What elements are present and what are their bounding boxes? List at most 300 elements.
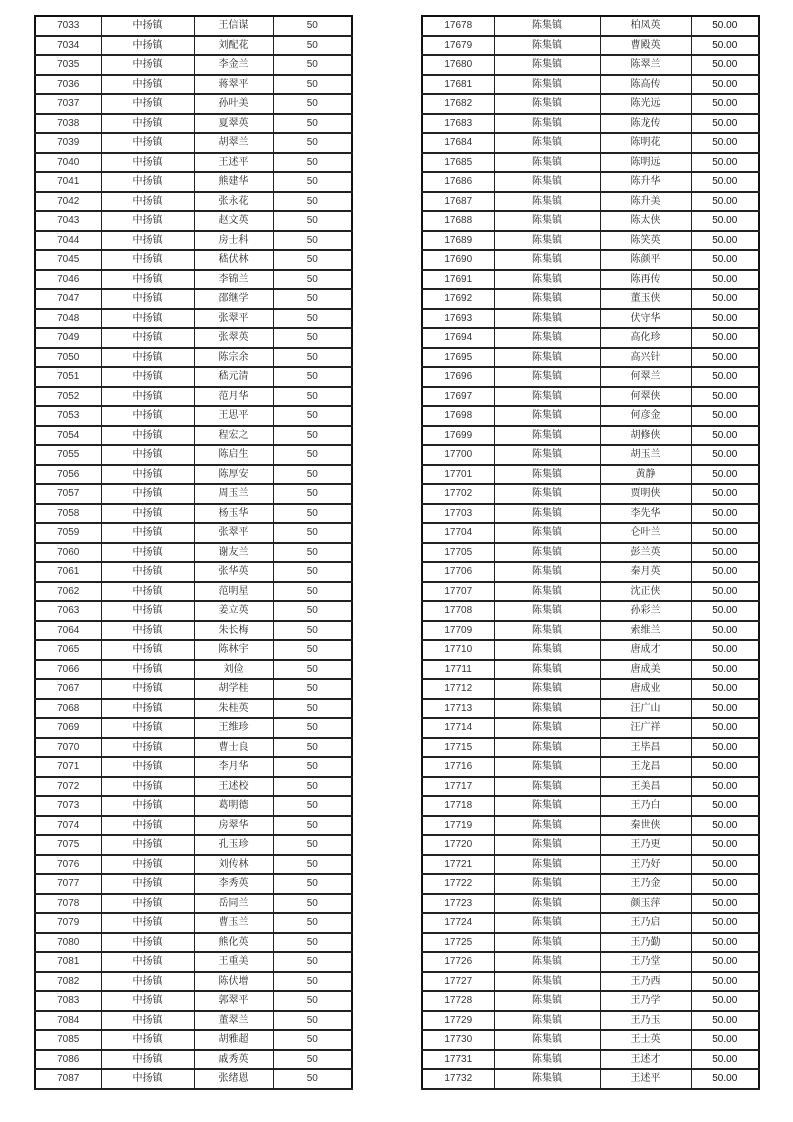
town-cell: 陈集镇: [494, 504, 600, 524]
town-cell: 中扬镇: [101, 172, 194, 192]
name-cell: 黄静: [600, 465, 691, 485]
table-row: [422, 94, 759, 114]
table-row: [35, 1011, 352, 1031]
serial-number-cell: 17699: [422, 426, 494, 446]
serial-number-cell: 17679: [422, 36, 494, 56]
amount-cell: 50: [273, 406, 352, 426]
name-cell: 熊化英: [194, 933, 273, 953]
table-row: [422, 153, 759, 173]
name-cell: 张翠英: [194, 328, 273, 348]
name-cell: 葛明德: [194, 796, 273, 816]
table-row: [422, 1011, 759, 1031]
town-cell: 陈集镇: [494, 777, 600, 797]
table-row: [35, 991, 352, 1011]
name-cell: 朱桂英: [194, 699, 273, 719]
table-row: [422, 36, 759, 56]
name-cell: 秦世侠: [600, 816, 691, 836]
town-cell: 中扬镇: [101, 972, 194, 992]
amount-cell: 50.00: [691, 465, 759, 485]
table-row: [422, 543, 759, 563]
table-row: [35, 153, 352, 173]
serial-number-cell: 17730: [422, 1030, 494, 1050]
name-cell: 王述平: [194, 153, 273, 173]
table-row: [35, 543, 352, 563]
serial-number-cell: 17680: [422, 55, 494, 75]
serial-number-cell: 7077: [35, 874, 101, 894]
name-cell: 房士科: [194, 231, 273, 251]
name-cell: 陈升华: [600, 172, 691, 192]
amount-cell: 50: [273, 387, 352, 407]
town-cell: 陈集镇: [494, 153, 600, 173]
name-cell: 陈再传: [600, 270, 691, 290]
amount-cell: 50: [273, 972, 352, 992]
amount-cell: 50.00: [691, 699, 759, 719]
serial-number-cell: 17707: [422, 582, 494, 602]
town-cell: 陈集镇: [494, 543, 600, 563]
serial-number-cell: 7060: [35, 543, 101, 563]
serial-number-cell: 17687: [422, 192, 494, 212]
town-cell: 中扬镇: [101, 1011, 194, 1031]
serial-number-cell: 7059: [35, 523, 101, 543]
serial-number-cell: 7037: [35, 94, 101, 114]
table-row: [422, 640, 759, 660]
amount-cell: 50: [273, 855, 352, 875]
town-cell: 陈集镇: [494, 1050, 600, 1070]
serial-number-cell: 17685: [422, 153, 494, 173]
name-cell: 陈颜平: [600, 250, 691, 270]
table-row: [35, 94, 352, 114]
serial-number-cell: 17711: [422, 660, 494, 680]
table-row: [35, 36, 352, 56]
town-cell: 陈集镇: [494, 484, 600, 504]
table-row: [422, 465, 759, 485]
table-row: [422, 582, 759, 602]
serial-number-cell: 7085: [35, 1030, 101, 1050]
amount-cell: 50.00: [691, 348, 759, 368]
town-cell: 陈集镇: [494, 270, 600, 290]
amount-cell: 50: [273, 328, 352, 348]
amount-cell: 50: [273, 913, 352, 933]
amount-cell: 50.00: [691, 133, 759, 153]
table-row: [35, 640, 352, 660]
name-cell: 戚秀英: [194, 1050, 273, 1070]
serial-number-cell: 17717: [422, 777, 494, 797]
town-cell: 陈集镇: [494, 465, 600, 485]
table-row: [35, 523, 352, 543]
table-row: [35, 465, 352, 485]
name-cell: 蒋翠平: [194, 75, 273, 95]
serial-number-cell: 17713: [422, 699, 494, 719]
serial-number-cell: 17719: [422, 816, 494, 836]
amount-cell: 50.00: [691, 640, 759, 660]
name-cell: 陈笑英: [600, 231, 691, 251]
amount-cell: 50.00: [691, 192, 759, 212]
name-cell: 朱长梅: [194, 621, 273, 641]
town-cell: 中扬镇: [101, 426, 194, 446]
town-cell: 中扬镇: [101, 55, 194, 75]
town-cell: 中扬镇: [101, 601, 194, 621]
serial-number-cell: 17701: [422, 465, 494, 485]
serial-number-cell: 7083: [35, 991, 101, 1011]
serial-number-cell: 7049: [35, 328, 101, 348]
name-cell: 王乃勤: [600, 933, 691, 953]
name-cell: 陈伏增: [194, 972, 273, 992]
table-row: [35, 270, 352, 290]
serial-number-cell: 7082: [35, 972, 101, 992]
amount-cell: 50.00: [691, 250, 759, 270]
table-row: [35, 777, 352, 797]
name-cell: 刘俭: [194, 660, 273, 680]
town-cell: 中扬镇: [101, 153, 194, 173]
serial-number-cell: 17732: [422, 1069, 494, 1089]
town-cell: 中扬镇: [101, 406, 194, 426]
name-cell: 陈翠兰: [600, 55, 691, 75]
serial-number-cell: 17700: [422, 445, 494, 465]
town-cell: 中扬镇: [101, 16, 194, 36]
serial-number-cell: 7036: [35, 75, 101, 95]
serial-number-cell: 17695: [422, 348, 494, 368]
town-cell: 中扬镇: [101, 367, 194, 387]
name-cell: 汪广祥: [600, 718, 691, 738]
table-row: [422, 445, 759, 465]
amount-cell: 50.00: [691, 679, 759, 699]
town-cell: 中扬镇: [101, 484, 194, 504]
serial-number-cell: 7040: [35, 153, 101, 173]
town-cell: 陈集镇: [494, 172, 600, 192]
amount-cell: 50: [273, 1050, 352, 1070]
name-cell: 胡学桂: [194, 679, 273, 699]
serial-number-cell: 17682: [422, 94, 494, 114]
amount-cell: 50.00: [691, 1069, 759, 1089]
amount-cell: 50: [273, 504, 352, 524]
town-cell: 陈集镇: [494, 562, 600, 582]
amount-cell: 50.00: [691, 328, 759, 348]
amount-cell: 50: [273, 835, 352, 855]
town-cell: 中扬镇: [101, 211, 194, 231]
name-cell: 唐成业: [600, 679, 691, 699]
town-cell: 中扬镇: [101, 504, 194, 524]
town-cell: 陈集镇: [494, 796, 600, 816]
town-cell: 中扬镇: [101, 387, 194, 407]
table-row: [35, 250, 352, 270]
table-row: [422, 991, 759, 1011]
serial-number-cell: 17724: [422, 913, 494, 933]
town-cell: 陈集镇: [494, 211, 600, 231]
town-cell: 中扬镇: [101, 855, 194, 875]
town-cell: 中扬镇: [101, 913, 194, 933]
name-cell: 陈太侠: [600, 211, 691, 231]
town-cell: 中扬镇: [101, 328, 194, 348]
serial-number-cell: 7078: [35, 894, 101, 914]
town-cell: 中扬镇: [101, 231, 194, 251]
serial-number-cell: 17722: [422, 874, 494, 894]
amount-cell: 50: [273, 153, 352, 173]
serial-number-cell: 17704: [422, 523, 494, 543]
name-cell: 柏凤英: [600, 16, 691, 36]
serial-number-cell: 17726: [422, 952, 494, 972]
table-row: [35, 972, 352, 992]
amount-cell: 50.00: [691, 36, 759, 56]
table-row: [422, 289, 759, 309]
table-row: [422, 75, 759, 95]
amount-cell: 50.00: [691, 387, 759, 407]
serial-number-cell: 7052: [35, 387, 101, 407]
amount-cell: 50.00: [691, 270, 759, 290]
name-cell: 曹玉兰: [194, 913, 273, 933]
name-cell: 王乃玉: [600, 1011, 691, 1031]
amount-cell: 50.00: [691, 153, 759, 173]
table-row: [422, 933, 759, 953]
name-cell: 陈明远: [600, 153, 691, 173]
town-cell: 中扬镇: [101, 699, 194, 719]
table-row: [422, 192, 759, 212]
name-cell: 李锦兰: [194, 270, 273, 290]
amount-cell: 50.00: [691, 426, 759, 446]
table-row: [35, 582, 352, 602]
serial-number-cell: 7072: [35, 777, 101, 797]
table-row: [422, 309, 759, 329]
name-cell: 何翠侠: [600, 387, 691, 407]
serial-number-cell: 7066: [35, 660, 101, 680]
amount-cell: 50.00: [691, 972, 759, 992]
name-cell: 王乃堂: [600, 952, 691, 972]
amount-cell: 50: [273, 816, 352, 836]
serial-number-cell: 17728: [422, 991, 494, 1011]
name-cell: 唐成才: [600, 640, 691, 660]
serial-number-cell: 7057: [35, 484, 101, 504]
name-cell: 刘配花: [194, 36, 273, 56]
table-row: [422, 231, 759, 251]
town-cell: 中扬镇: [101, 874, 194, 894]
serial-number-cell: 17720: [422, 835, 494, 855]
name-cell: 赵文英: [194, 211, 273, 231]
name-cell: 唐成美: [600, 660, 691, 680]
table-row: [422, 562, 759, 582]
name-cell: 颜玉萍: [600, 894, 691, 914]
amount-cell: 50.00: [691, 952, 759, 972]
name-cell: 王乃更: [600, 835, 691, 855]
table-row: [35, 445, 352, 465]
table-row: [35, 952, 352, 972]
town-cell: 陈集镇: [494, 660, 600, 680]
name-cell: 夏翠英: [194, 114, 273, 134]
town-cell: 中扬镇: [101, 582, 194, 602]
amount-cell: 50.00: [691, 543, 759, 563]
serial-number-cell: 17681: [422, 75, 494, 95]
table-row: [422, 114, 759, 134]
town-cell: 陈集镇: [494, 972, 600, 992]
name-cell: 王乃学: [600, 991, 691, 1011]
table-row: [35, 660, 352, 680]
town-cell: 陈集镇: [494, 523, 600, 543]
amount-cell: 50.00: [691, 1030, 759, 1050]
name-cell: 陈龙传: [600, 114, 691, 134]
serial-number-cell: 17708: [422, 601, 494, 621]
town-cell: 中扬镇: [101, 309, 194, 329]
table-row: [35, 816, 352, 836]
town-cell: 中扬镇: [101, 816, 194, 836]
serial-number-cell: 7084: [35, 1011, 101, 1031]
amount-cell: 50: [273, 426, 352, 446]
town-cell: 中扬镇: [101, 1030, 194, 1050]
name-cell: 王维珍: [194, 718, 273, 738]
table-row: [35, 211, 352, 231]
town-cell: 陈集镇: [494, 933, 600, 953]
serial-number-cell: 17678: [422, 16, 494, 36]
town-cell: 中扬镇: [101, 465, 194, 485]
amount-cell: 50.00: [691, 738, 759, 758]
name-cell: 高化珍: [600, 328, 691, 348]
table-row: [422, 757, 759, 777]
town-cell: 陈集镇: [494, 231, 600, 251]
serial-number-cell: 17686: [422, 172, 494, 192]
serial-number-cell: 17706: [422, 562, 494, 582]
table-row: [35, 367, 352, 387]
table-row: [35, 933, 352, 953]
amount-cell: 50.00: [691, 660, 759, 680]
amount-cell: 50.00: [691, 601, 759, 621]
amount-cell: 50: [273, 133, 352, 153]
amount-cell: 50: [273, 738, 352, 758]
amount-cell: 50: [273, 289, 352, 309]
name-cell: 王信谋: [194, 16, 273, 36]
serial-number-cell: 17691: [422, 270, 494, 290]
serial-number-cell: 17705: [422, 543, 494, 563]
town-cell: 陈集镇: [494, 94, 600, 114]
name-cell: 陈厚安: [194, 465, 273, 485]
name-cell: 沈正侠: [600, 582, 691, 602]
serial-number-cell: 7076: [35, 855, 101, 875]
amount-cell: 50: [273, 621, 352, 641]
name-cell: 王述才: [600, 1050, 691, 1070]
amount-cell: 50.00: [691, 114, 759, 134]
name-cell: 范明星: [194, 582, 273, 602]
serial-number-cell: 17702: [422, 484, 494, 504]
name-cell: 秦月英: [600, 562, 691, 582]
table-row: [35, 387, 352, 407]
serial-number-cell: 7070: [35, 738, 101, 758]
amount-cell: 50.00: [691, 211, 759, 231]
amount-cell: 50.00: [691, 172, 759, 192]
amount-cell: 50: [273, 94, 352, 114]
serial-number-cell: 17689: [422, 231, 494, 251]
serial-number-cell: 7041: [35, 172, 101, 192]
town-cell: 中扬镇: [101, 562, 194, 582]
amount-cell: 50: [273, 309, 352, 329]
name-cell: 杨玉华: [194, 504, 273, 524]
serial-number-cell: 17716: [422, 757, 494, 777]
name-cell: 陈启生: [194, 445, 273, 465]
name-cell: 范月华: [194, 387, 273, 407]
serial-number-cell: 7034: [35, 36, 101, 56]
amount-cell: 50.00: [691, 406, 759, 426]
serial-number-cell: 7087: [35, 1069, 101, 1089]
name-cell: 何翠兰: [600, 367, 691, 387]
serial-number-cell: 7047: [35, 289, 101, 309]
amount-cell: 50: [273, 582, 352, 602]
name-cell: 李金兰: [194, 55, 273, 75]
serial-number-cell: 7039: [35, 133, 101, 153]
table-row: [422, 874, 759, 894]
name-cell: 索维兰: [600, 621, 691, 641]
table-row: [35, 16, 352, 36]
serial-number-cell: 7056: [35, 465, 101, 485]
town-cell: 陈集镇: [494, 855, 600, 875]
amount-cell: 50.00: [691, 835, 759, 855]
town-cell: 中扬镇: [101, 1069, 194, 1089]
name-cell: 谢友兰: [194, 543, 273, 563]
town-cell: 中扬镇: [101, 718, 194, 738]
serial-number-cell: 7042: [35, 192, 101, 212]
serial-number-cell: 17721: [422, 855, 494, 875]
town-cell: 陈集镇: [494, 289, 600, 309]
name-cell: 程宏之: [194, 426, 273, 446]
serial-number-cell: 17693: [422, 309, 494, 329]
amount-cell: 50: [273, 270, 352, 290]
name-cell: 胡修侠: [600, 426, 691, 446]
table-row: [35, 1030, 352, 1050]
table-row: [35, 621, 352, 641]
serial-number-cell: 7046: [35, 270, 101, 290]
name-cell: 王美昌: [600, 777, 691, 797]
name-cell: 周玉兰: [194, 484, 273, 504]
name-cell: 伏守华: [600, 309, 691, 329]
town-cell: 中扬镇: [101, 250, 194, 270]
table-row: [422, 211, 759, 231]
town-cell: 中扬镇: [101, 289, 194, 309]
name-cell: 彭兰英: [600, 543, 691, 563]
town-cell: 陈集镇: [494, 699, 600, 719]
serial-number-cell: 17690: [422, 250, 494, 270]
table-row: [422, 835, 759, 855]
name-cell: 张永花: [194, 192, 273, 212]
amount-cell: 50: [273, 640, 352, 660]
town-cell: 中扬镇: [101, 933, 194, 953]
name-cell: 刘传林: [194, 855, 273, 875]
serial-number-cell: 17731: [422, 1050, 494, 1070]
table-row: [35, 231, 352, 251]
name-cell: 郭翠平: [194, 991, 273, 1011]
name-cell: 董玉侠: [600, 289, 691, 309]
table-row: [422, 387, 759, 407]
serial-number-cell: 17684: [422, 133, 494, 153]
town-cell: 陈集镇: [494, 621, 600, 641]
roster-table-left: [34, 15, 353, 1090]
serial-number-cell: 17710: [422, 640, 494, 660]
name-cell: 王乃西: [600, 972, 691, 992]
amount-cell: 50.00: [691, 991, 759, 1011]
amount-cell: 50: [273, 796, 352, 816]
amount-cell: 50: [273, 1030, 352, 1050]
town-cell: 陈集镇: [494, 738, 600, 758]
amount-cell: 50: [273, 952, 352, 972]
serial-number-cell: 17697: [422, 387, 494, 407]
serial-number-cell: 17696: [422, 367, 494, 387]
serial-number-cell: 7048: [35, 309, 101, 329]
serial-number-cell: 17715: [422, 738, 494, 758]
town-cell: 陈集镇: [494, 582, 600, 602]
table-row: [35, 1069, 352, 1089]
town-cell: 中扬镇: [101, 777, 194, 797]
serial-number-cell: 7063: [35, 601, 101, 621]
serial-number-cell: 17692: [422, 289, 494, 309]
table-row: [35, 562, 352, 582]
town-cell: 陈集镇: [494, 874, 600, 894]
serial-number-cell: 7035: [35, 55, 101, 75]
amount-cell: 50.00: [691, 55, 759, 75]
serial-number-cell: 17694: [422, 328, 494, 348]
town-cell: 陈集镇: [494, 16, 600, 36]
